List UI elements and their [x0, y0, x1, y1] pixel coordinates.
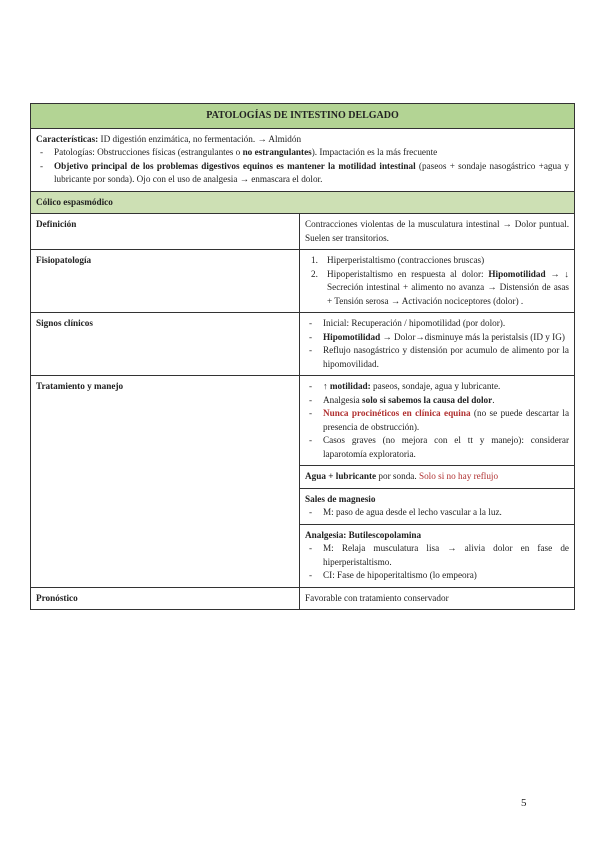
list-item	[323, 407, 569, 434]
analgesia-title: Analgesia: Butilescopolamina	[305, 529, 422, 540]
text: Hiperperistaltismo (contracciones bruscas)	[327, 255, 485, 265]
list-item	[311, 268, 570, 309]
water-cell	[300, 466, 575, 489]
text-bold: Agua + lubricante	[305, 471, 377, 481]
analgesia-cell	[300, 524, 575, 587]
text: → ↓ Secreción intestinal + alimento no avanza → Distensión de asas + Tensión serosa → Activación nociceptores (dolor) .	[327, 268, 570, 306]
definition-text: Contracciones violentas de la musculatura intestinal → Dolor puntual. Suelen ser transitorios.	[300, 214, 575, 250]
list-item	[323, 542, 569, 569]
text: M: Relaja musculatura lisa → alivia dolor en fase de hiperperistaltismo.	[323, 543, 570, 567]
text: Casos graves (no mejora con el tt y manejo): considerar laparotomía exploratoria.	[323, 435, 570, 459]
text: CI: Fase de hipoperitaltismo (lo empeora)	[323, 570, 477, 580]
prognosis-text: Favorable con tratamiento conservador	[300, 587, 575, 610]
warning-text: Nunca procinéticos en clínica equina	[323, 408, 471, 418]
magnesium-title: Sales de magnesio	[305, 493, 376, 504]
text: (no se puede descartar la presencia de obstrucción).	[323, 408, 570, 432]
magnesium-list	[305, 506, 569, 520]
characteristics-text: ID digestión enzimática, no fermentación. → Almidón	[98, 133, 302, 144]
list-item	[323, 434, 569, 461]
item-number: 2.	[311, 268, 318, 279]
pathophysiology-list	[305, 254, 569, 308]
page-number: 5	[521, 797, 527, 809]
text-bold: Hipomotilidad	[488, 268, 546, 279]
text: por sonda.	[376, 471, 419, 481]
clinical-signs-list	[305, 317, 569, 371]
analgesia-list	[305, 542, 569, 583]
list-item	[54, 160, 569, 187]
section-row	[31, 191, 575, 214]
text: (paseos + sondaje nasogástrico +agua y lubricante por sonda). Ojo con el uso de analgesia → enmascara el dolor.	[54, 160, 570, 184]
text-bold: ↑ motilidad:	[323, 381, 371, 391]
treatment-label: Tratamiento y manejo	[31, 376, 300, 588]
list-item	[323, 506, 569, 520]
text: .	[492, 394, 495, 405]
text-bold: Hipomotilidad	[323, 331, 381, 342]
treatment-row	[31, 376, 575, 466]
text: Patologías: Obstrucciones físicas (estrangulantes o	[54, 147, 243, 157]
title-row	[31, 104, 575, 129]
text: M: paso de agua desde el lecho vascular a la luz.	[323, 507, 502, 517]
pathophysiology-label: Fisiopatología	[31, 250, 300, 313]
pathophysiology-row	[31, 250, 575, 313]
list-item	[323, 394, 569, 408]
clinical-signs-label: Signos clínicos	[31, 313, 300, 376]
treatment-list	[305, 380, 569, 461]
text-bold: Objetivo principal de los problemas digestivos equinos es mantener la motilidad intestinal	[54, 160, 416, 171]
list-item	[323, 569, 569, 583]
text-bold: no estrangulantes	[242, 147, 312, 157]
list-item	[311, 254, 569, 268]
prognosis-label: Pronóstico	[31, 587, 300, 610]
table-title: PATOLOGÍAS DE INTESTINO DELGADO	[31, 104, 575, 129]
clinical-signs-cell	[300, 313, 575, 376]
text: Inicial: Recuperación / hipomotilidad (por dolor).	[323, 318, 506, 328]
list-item	[323, 317, 569, 331]
text: → Dolor→disminuye más la peristalsis (ID y IG)	[380, 331, 565, 342]
warning-text: Solo si no hay reflujo	[418, 471, 499, 481]
text: Analgesia	[323, 394, 363, 405]
pathology-table	[30, 103, 575, 610]
magnesium-cell	[300, 488, 575, 524]
list-item	[323, 380, 569, 394]
text: Reflujo nasogástrico y distensión por acumulo de alimento por la hipomovilidad.	[323, 345, 570, 369]
characteristics-cell	[31, 128, 575, 191]
characteristics-label: Características:	[36, 133, 99, 144]
definition-row	[31, 214, 575, 250]
characteristics-intro	[36, 133, 569, 147]
list-item	[54, 146, 569, 160]
section-title: Cólico espasmódico	[31, 191, 575, 214]
item-number: 1.	[311, 255, 318, 265]
characteristics-list	[36, 146, 569, 187]
list-item	[323, 344, 569, 371]
clinical-signs-row	[31, 313, 575, 376]
list-item	[323, 331, 569, 345]
text: Hipoperistaltismo en respuesta al dolor:	[327, 268, 489, 279]
pathophysiology-cell	[300, 250, 575, 313]
treatment-cell	[300, 376, 575, 466]
text: paseos, sondaje, agua y lubricante.	[370, 381, 501, 391]
text-bold: solo si sabemos la causa del dolor	[362, 394, 493, 405]
text: ). Impactación es la más frecuente	[311, 147, 438, 157]
definition-label: Definición	[31, 214, 300, 250]
characteristics-row	[31, 128, 575, 191]
prognosis-row	[31, 587, 575, 610]
